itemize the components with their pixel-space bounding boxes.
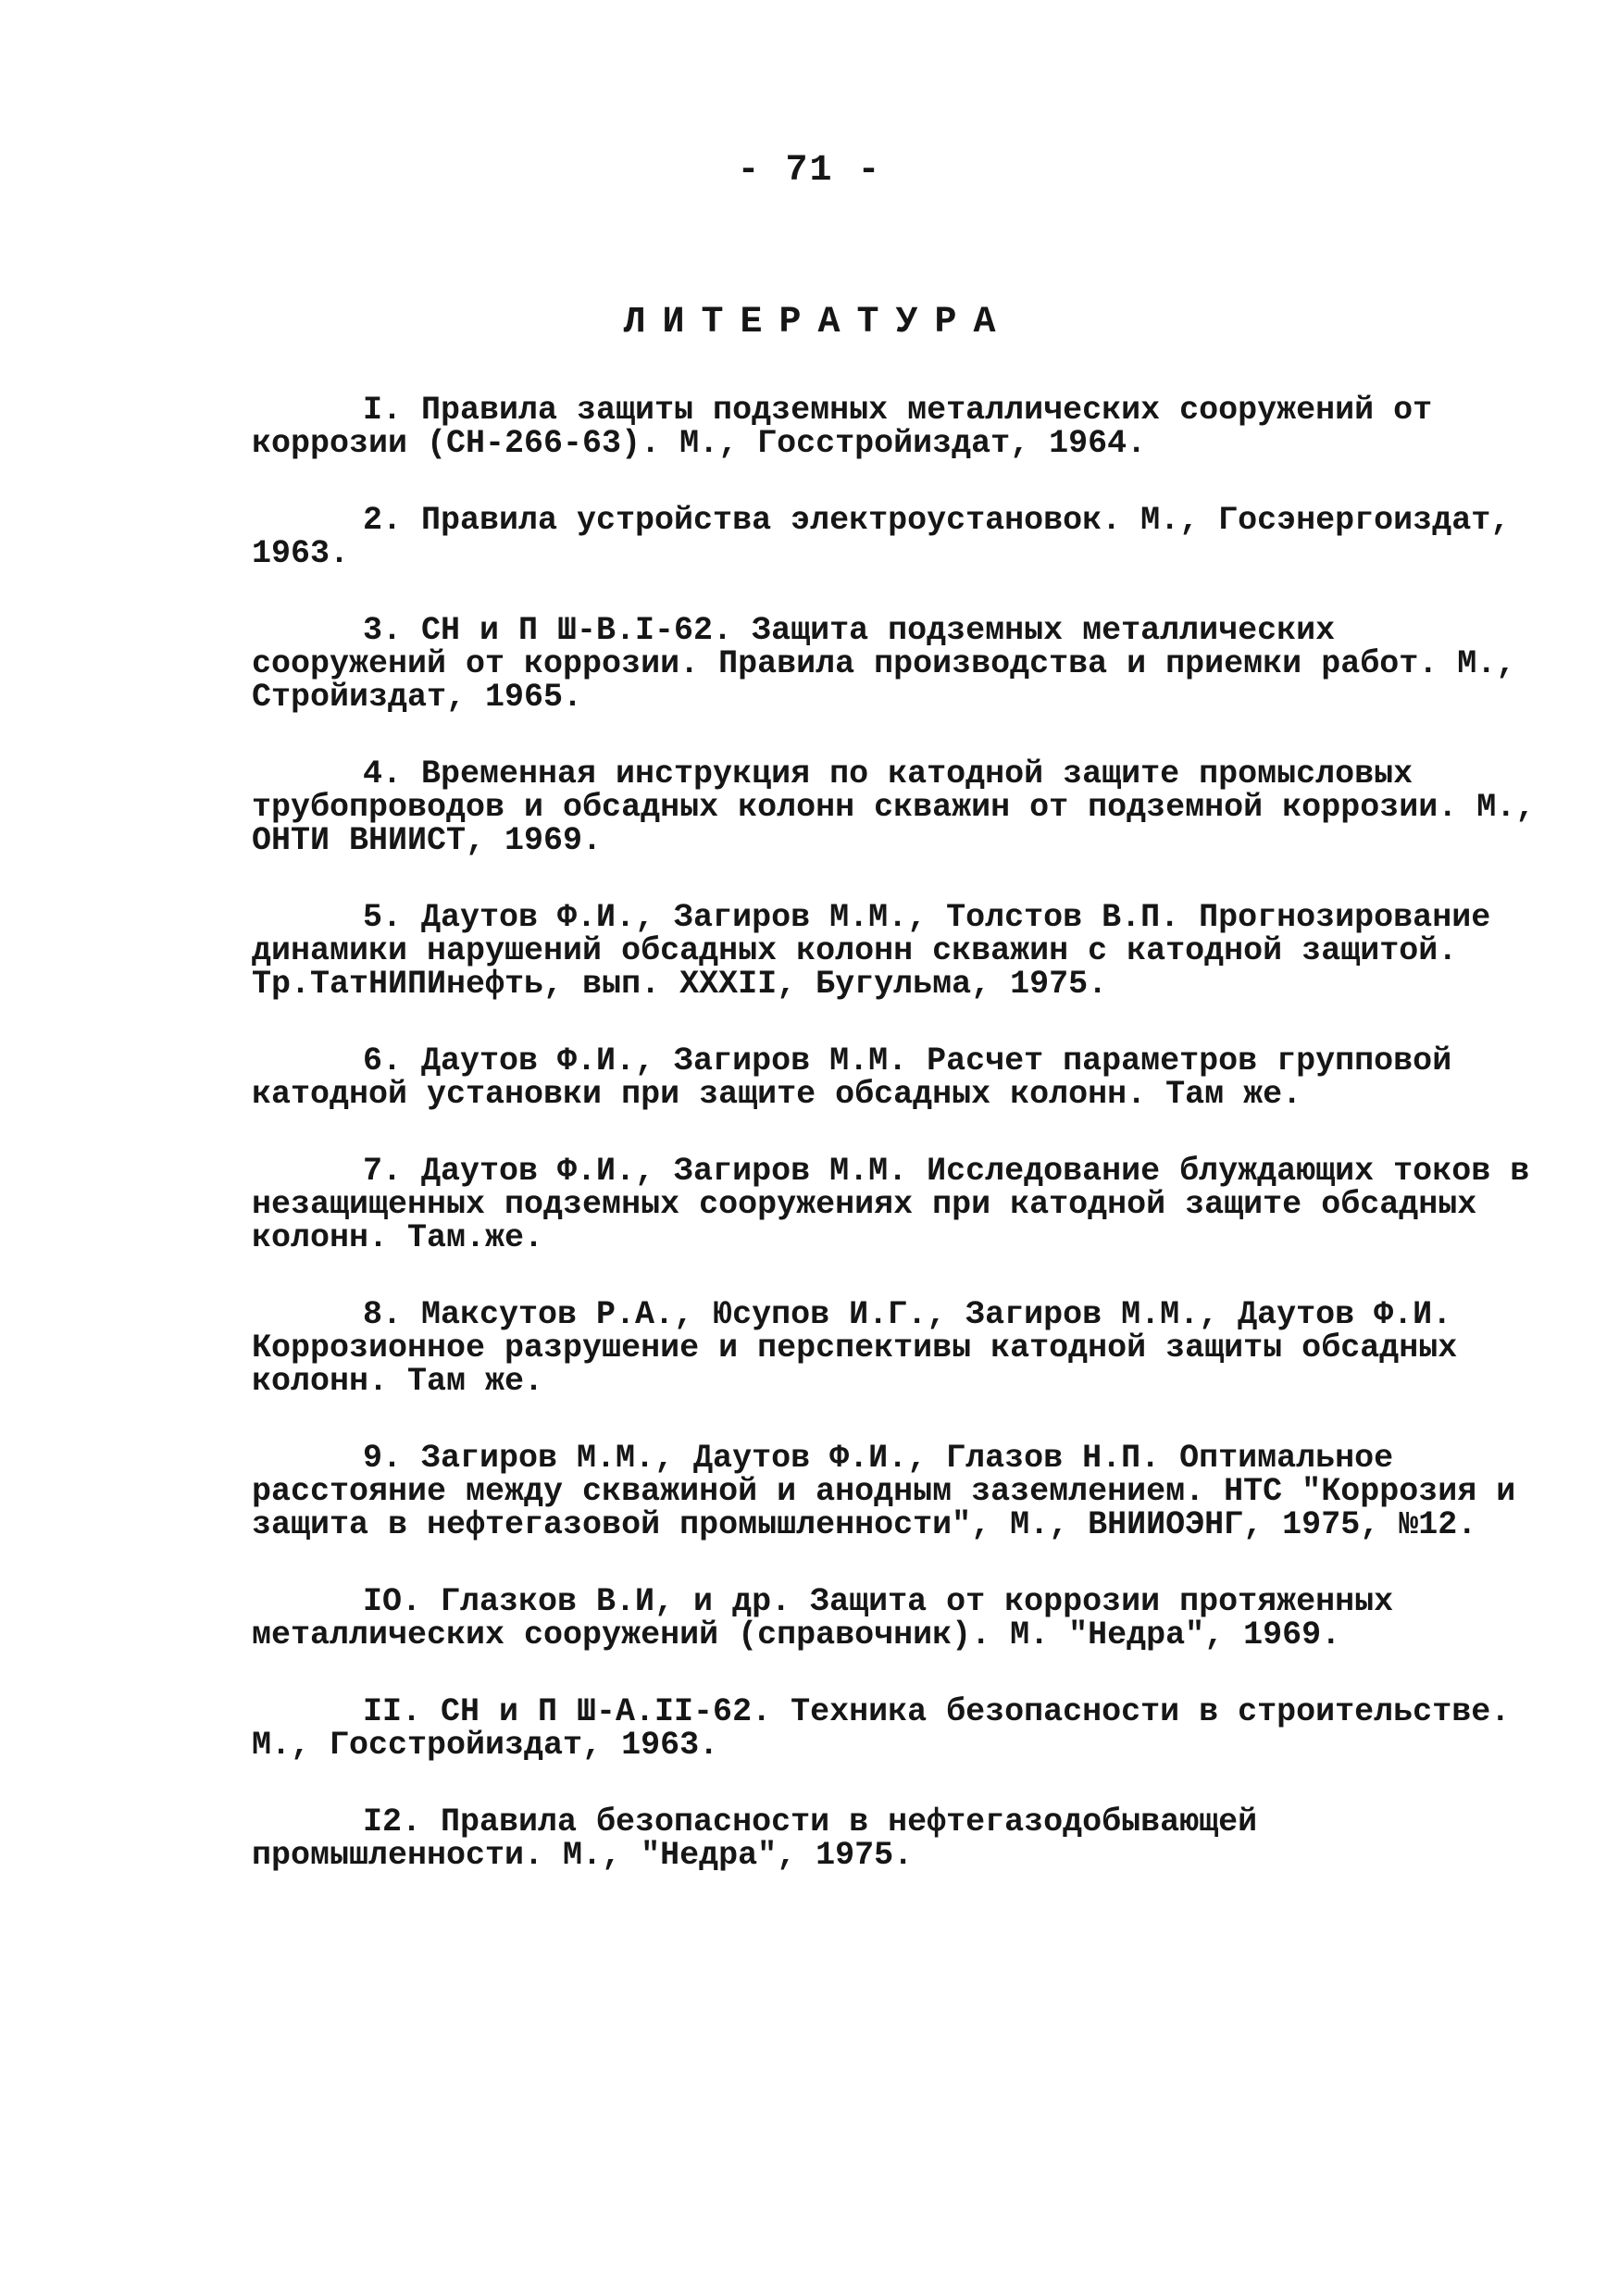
reference-item: I2. Правила безопасности в нефтегазодобывающей промышленности. М., "Недра", 1975. [252, 1803, 1258, 1874]
reference-item: 9. Загиров М.М., Даутов Ф.И., Глазов Н.П. Оптимальное расстояние между скважиной и анодным заземлением. НТС "Коррозия и защита в нефтегазовой промышленности", М., ВНИИОЭНГ, 1975, №12. [252, 1440, 1516, 1543]
section-heading: ЛИТЕРАТУРА [623, 302, 1013, 343]
reference-item: 4. Временная инструкция по катодной защите промысловых трубопроводов и обсадных колонн скважин от подземной коррозии. М., ОНТИ ВНИИСТ, 1969. [252, 755, 1536, 859]
reference-item: 7. Даутов Ф.И., Загиров М.М. Исследование блуждающих токов в незащищенных подземных сооружениях при катодной защите обсадных колонн. Там.же. [252, 1153, 1530, 1256]
reference-item: II. СН и П Ш-А.II-62. Техника безопасности в строительстве. М., Госстройиздат, 1963. [252, 1693, 1511, 1764]
page-number: - 71 - [737, 150, 882, 192]
reference-list [252, 393, 1538, 1915]
reference-item: I. Правила защиты подземных металлических сооружений от коррозии (СН-266-63). М., Госстройиздат, 1964. [252, 392, 1433, 462]
reference-item: 5. Даутов Ф.И., Загиров М.М., Толстов В.П. Прогнозирование динамики нарушений обсадных колонн скважин с катодной защитой. Тр.ТатНИПИнефть, вып. XXXII, Бугульма, 1975. [252, 899, 1491, 1003]
reference-item: 6. Даутов Ф.И., Загиров М.М. Расчет параметров групповой катодной установки при защите обсадных колонн. Там же. [252, 1042, 1452, 1113]
reference-item: 3. СН и П Ш-В.I-62. Защита подземных металлических сооружений от коррозии. Правила производства и приемки работ. М., Стройиздат, 1965. [252, 612, 1516, 716]
reference-item: 2. Правила устройства электроустановок. М., Госэнергоиздат, 1963. [252, 502, 1511, 572]
reference-item: 8. Максутов Р.А., Юсупов И.Г., Загиров М.М., Даутов Ф.И. Коррозионное разрушение и перспективы катодной защиты обсадных колонн. Там же. [252, 1296, 1458, 1400]
reference-item: IO. Глазков В.И, и др. Защита от коррозии протяженных металлических сооружений (справочник). М. "Недра", 1969. [252, 1583, 1394, 1653]
